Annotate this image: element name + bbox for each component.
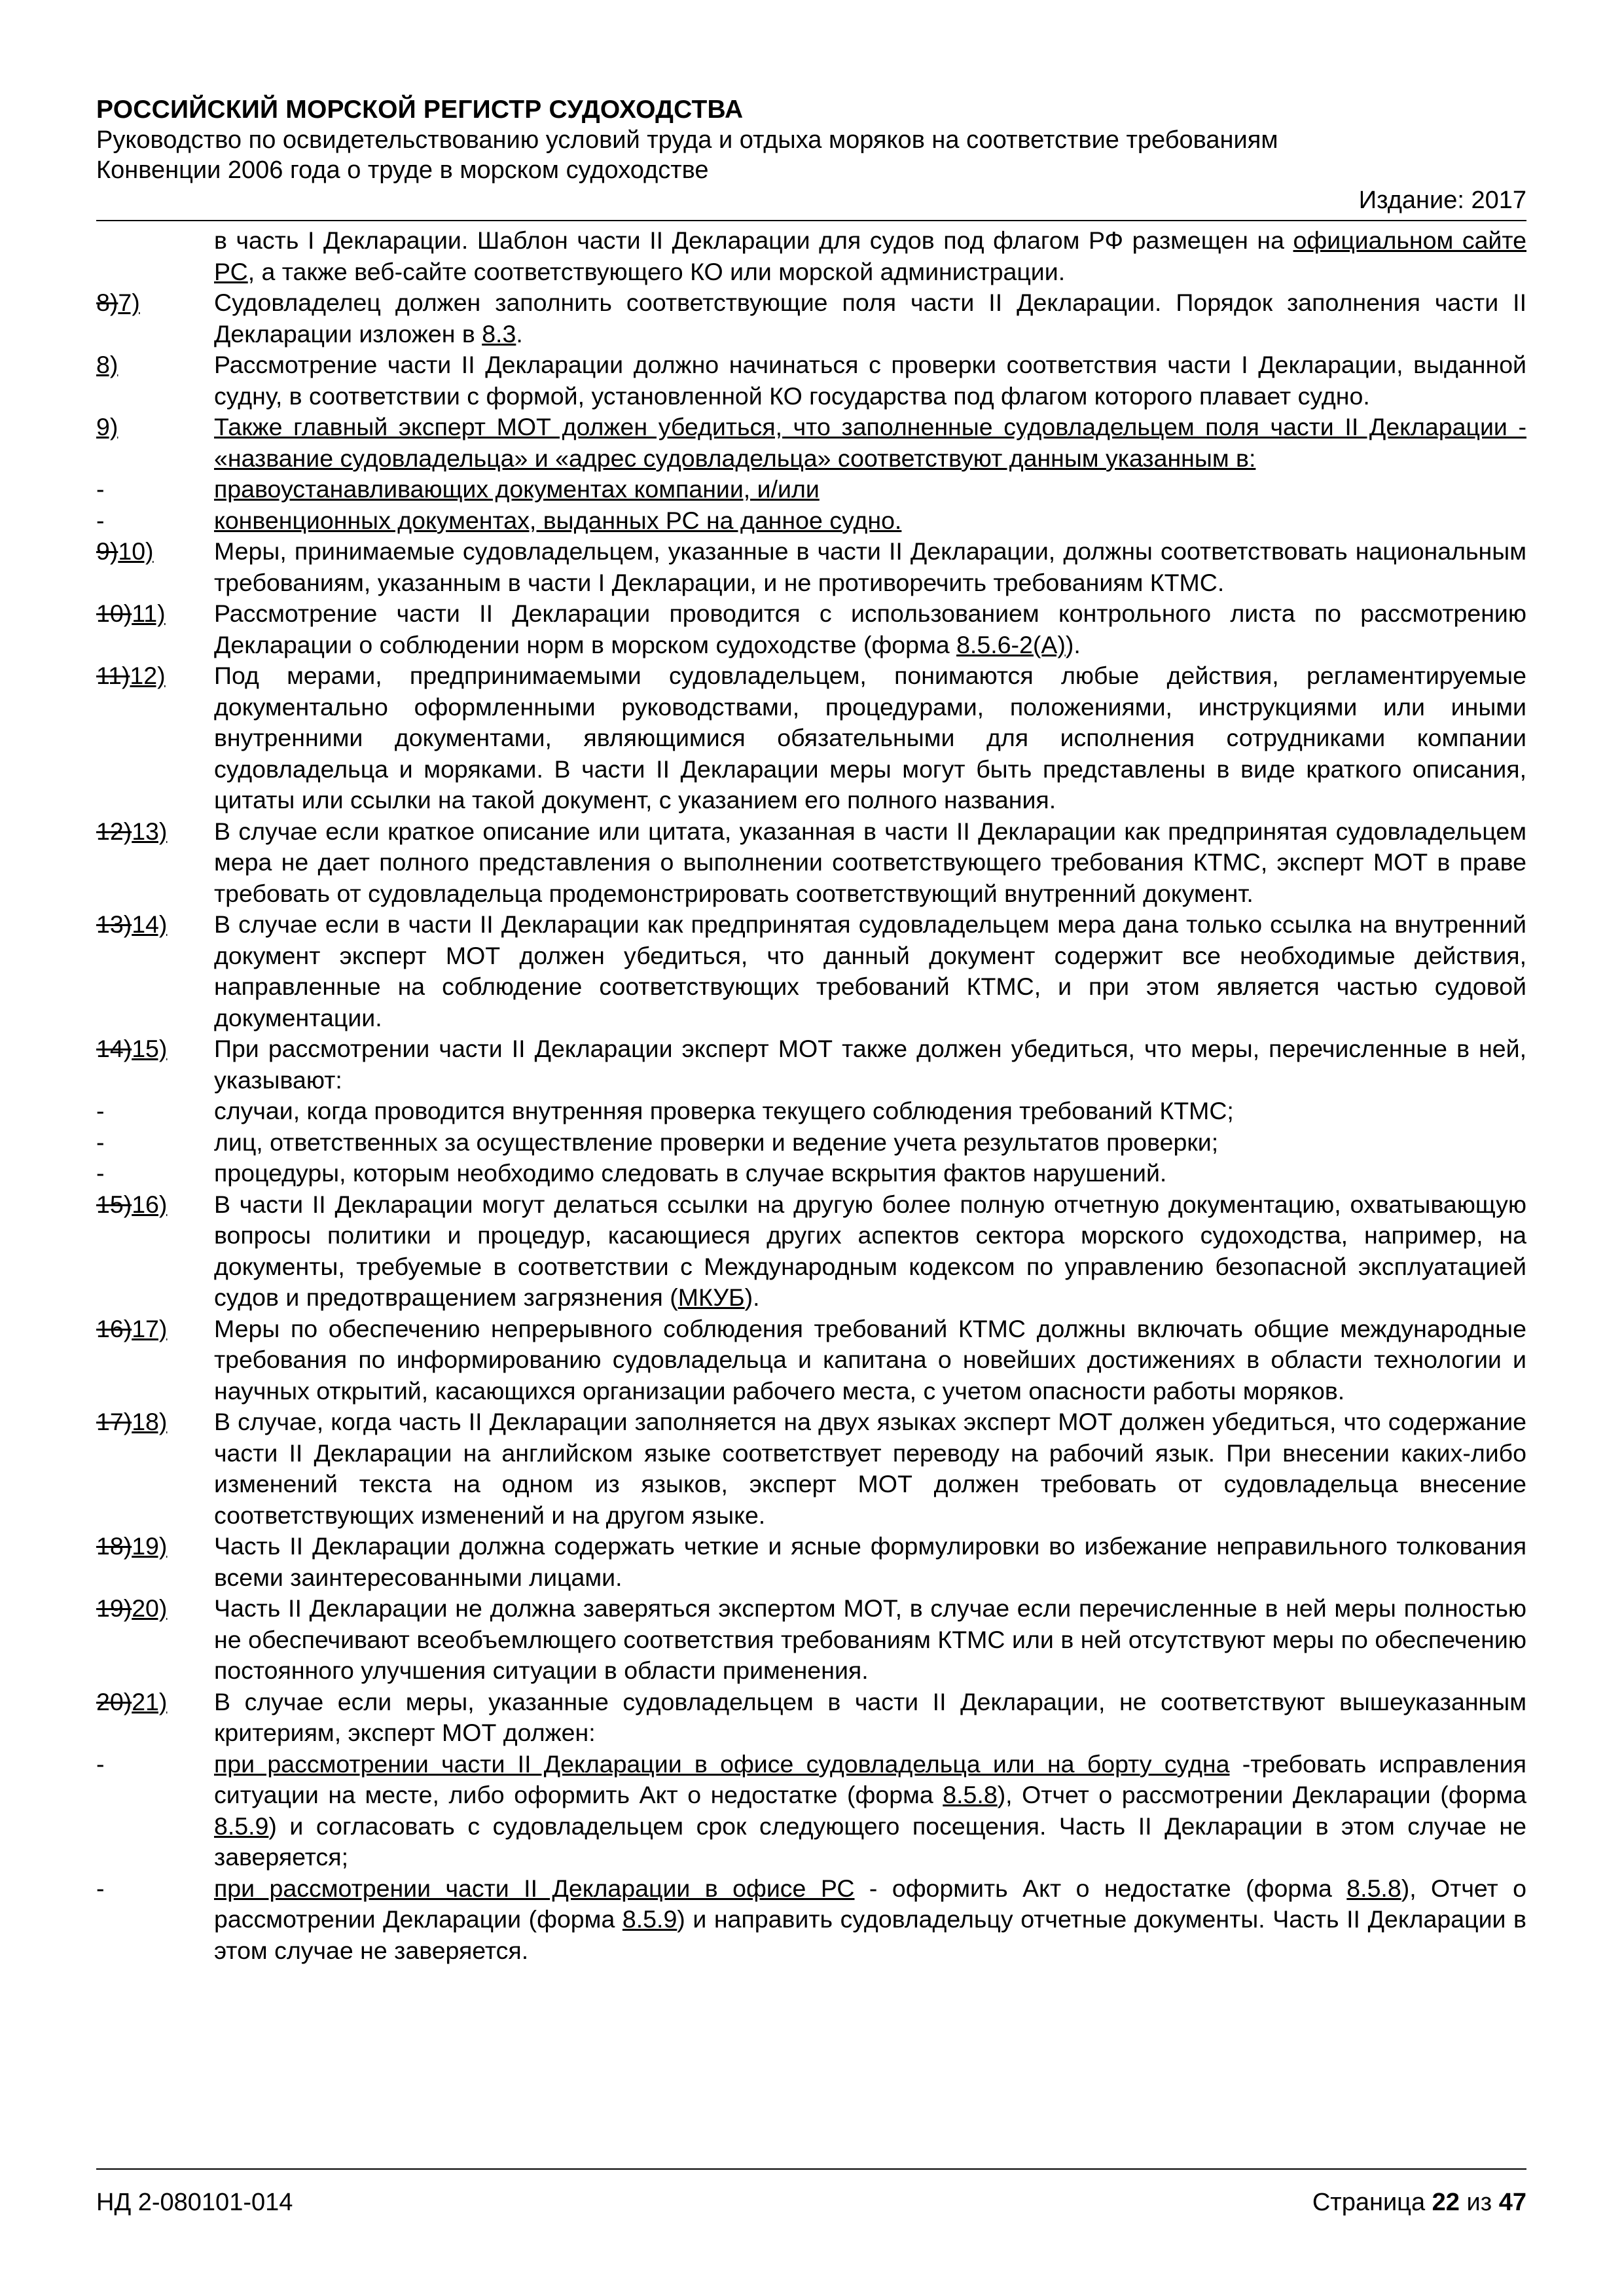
form-8-5-8-link[interactable]: 8.5.8 xyxy=(1346,1874,1401,1902)
dash-marker: - xyxy=(96,1874,105,1902)
form-8-5-6-2a-link[interactable]: 8.5.6-2(А) xyxy=(956,630,1066,658)
item-number: 10)11) xyxy=(96,600,166,627)
item-number: 8) xyxy=(96,351,118,378)
rs-website-link[interactable]: официальном сайте РС xyxy=(214,226,1526,285)
total-pages: 47 xyxy=(1498,2189,1526,2216)
list-item-21-dash-2: - при рассмотрении части II Декларации в офисе РС - оформить Акт о недостатке (форма 8.5.8), Отчет о рассмотрении Декларации (форма 8.5.9) и направить судовладельцу отчетные документы. Часть II Декларации в этом случае не заверяется. xyxy=(96,1874,1526,1964)
form-8-5-9-link[interactable]: 8.5.9 xyxy=(214,1812,269,1840)
list-item-21: 20)21) В случае если меры, указанные судовладельцем в части II Декларации, не соответствуют вышеуказанным критериям, эксперт МОТ должен: xyxy=(96,1687,1526,1746)
item-number: 17)18) xyxy=(96,1408,168,1435)
continuation-paragraph: в часть I Декларации. Шаблон части II Декларации для судов под флагом РФ размещен на официальном сайте РС, а также веб-сайте соответствующего КО или морской администрации. xyxy=(214,226,1526,285)
organization-name: РОССИЙСКИЙ МОРСКОЙ РЕГИСТР СУДОХОДСТВА xyxy=(96,96,744,124)
document-number: НД 2-080101-014 xyxy=(96,2189,293,2216)
item-number: 9)10) xyxy=(96,537,154,565)
list-item-17: 16)17) Меры по обеспечению непрерывного соблюдения требований КТМС должны включать общие международные требования по информированию судовладельца и капитана о новейших достижениях в области технологии и научных открытий, касающихся организации рабочего места, с учетом опасности работы моряков. xyxy=(96,1314,1526,1405)
item-number: 20)21) xyxy=(96,1687,168,1715)
ism-code-link[interactable]: МКУБ xyxy=(677,1283,745,1311)
dash-marker: - xyxy=(96,475,105,503)
footer-divider xyxy=(96,2168,1526,2170)
edition-label: Издание: 2017 xyxy=(1358,187,1526,214)
document-body xyxy=(96,225,1526,1966)
current-page: 22 xyxy=(1432,2189,1460,2216)
item-number: 9) xyxy=(96,413,118,440)
document-title-line-1: Руководство по освидетельствованию условий труда и отдыха моряков на соответствие требованиям xyxy=(96,126,1278,154)
item-number: 15)16) xyxy=(96,1190,168,1218)
list-item-7: 8)7) Судовладелец должен заполнить соответствующие поля части II Декларации. Порядок заполнения части II Декларации изложен в 8.3. xyxy=(96,289,1526,348)
item-number: 13)14) xyxy=(96,910,168,938)
list-item-13: 12)13) В случае если краткое описание или цитата, указанная в части II Декларации как предпринятая судовладельцем мера не дает полного представления о выполнении соответствующего требования КТМС, эксперт МОТ в праве требовать от судовладельца продемонстрировать соответствующий внутренний документ. xyxy=(96,817,1526,907)
item-number: 16)17) xyxy=(96,1314,168,1342)
dash-marker: - xyxy=(96,1749,105,1778)
dash-marker: - xyxy=(96,506,105,534)
list-item-20: 19)20) Часть II Декларации не должна заверяться экспертом МОТ, в случае если перечисленные в ней меры полностью не обеспечивают всеобъемлющего соответствия требованиям КТМС или в ней отсутствуют меры по обеспечению постоянного улучшения ситуации в области применения. xyxy=(96,1594,1526,1684)
list-item-11: 10)11) Рассмотрение части II Декларации проводится с использованием контрольного листа по рассмотрению Декларации о соблюдении норм в морском судоходстве (форма 8.5.6-2(А)). xyxy=(96,600,1526,658)
dash-marker: - xyxy=(96,1128,105,1156)
list-item-9: 9) Также главный эксперт МОТ должен убедиться, что заполненные судовладельцем поля части II Декларации - «название судовладельца» и «адрес судовладельца» соответствуют данным указанным в: xyxy=(96,413,1526,472)
list-item-15-dash-3: - процедуры, которым необходимо следовать в случае вскрытия фактов нарушений. xyxy=(96,1158,1526,1189)
item-number: 12)13) xyxy=(96,817,168,845)
item-number: 11)12) xyxy=(96,662,166,689)
item-number: 14)15) xyxy=(96,1035,168,1062)
document-title-line-2: Конвенции 2006 года о труде в морском судоходстве xyxy=(96,156,709,184)
form-8-5-9-link[interactable]: 8.5.9 xyxy=(622,1905,677,1933)
form-8-5-8-link[interactable]: 8.5.8 xyxy=(943,1781,998,1808)
list-item-21-dash-1: - при рассмотрении части II Декларации в офисе судовладельца или на борту судна -требовать исправления ситуации на месте, либо оформить Акт о недостатке (форма 8.5.8), Отчет о рассмотрении Декларации (форма 8.5.9) и согласовать с судовладельцем срок следующего посещения. Часть II Декларации в этом случае не заверяется; xyxy=(96,1749,1526,1871)
list-item-9-dash-2: - конвенционных документах, выданных РС на данное судно. xyxy=(96,505,1526,537)
list-item-8: 8) Рассмотрение части II Декларации должно начинаться с проверки соответствия части I Декларации, выданной судну, в соответствии с формой, установленной КО государства под флагом которого плавает судно. xyxy=(96,351,1526,410)
list-item-10: 9)10) Меры, принимаемые судовладельцем, указанные в части II Декларации, должны соответствовать национальным требованиям, указанным в части I Декларации, и не противоречить требованиям КТМС. xyxy=(96,537,1526,596)
list-item-15: 14)15) При рассмотрении части II Декларации эксперт МОТ также должен убедиться, что меры, перечисленные в ней, указывают: xyxy=(96,1035,1526,1094)
list-item-9-dash-1: - правоустанавливающих документах компании, и/или xyxy=(96,474,1526,505)
list-item-19: 18)19) Часть II Декларации должна содержать четкие и ясные формулировки во избежание неправильного толкования всеми заинтересованными лицами. xyxy=(96,1532,1526,1591)
list-item-15-dash-2: - лиц, ответственных за осуществление проверки и ведение учета результатов проверки; xyxy=(96,1127,1526,1158)
list-item-15-dash-1: - случаи, когда проводится внутренняя проверка текущего соблюдения требований КТМС; xyxy=(96,1096,1526,1127)
header-divider xyxy=(96,220,1526,221)
section-8-3-link[interactable]: 8.3 xyxy=(482,319,516,348)
dash-marker: - xyxy=(96,1159,105,1187)
list-item-16: 15)16) В части II Декларации могут делаться ссылки на другую более полную отчетную документацию, охватывающую вопросы политики и процедур, касающиеся других аспектов сектора морского судоходства, например, на документы, требуемые в соответствии с Международным кодексом по управлению безопасной эксплуатацией судов и предотвращением загрязнения (МКУБ). xyxy=(96,1190,1526,1311)
dash-marker: - xyxy=(96,1097,105,1124)
item-number: 19)20) xyxy=(96,1594,168,1622)
item-number: 8)7) xyxy=(96,289,140,316)
list-item-12: 11)12) Под мерами, предпринимаемыми судовладельцем, понимаются любые действия, регламентируемые документально оформленными руководствами, процедурами, положениями, инструкциями или иными внутренними документами, являющимися обязательными для исполнения сотрудниками компании судовладельца и моряками. В части II Декларации меры могут быть представлены в виде краткого описания, цитаты или ссылки на такой документ, с указанием его полного названия. xyxy=(96,662,1526,814)
list-item-14: 13)14) В случае если в части II Декларации как предпринятая судовладельцем мера дана только ссылка на внутренний документ эксперт МОТ должен убедиться, что данный документ содержит все необходимые действия, направленные на соблюдение соответствующих требований КТМС, и при этом является частью судовой документации. xyxy=(96,910,1526,1031)
item-number: 18)19) xyxy=(96,1532,168,1560)
page-number: Страница 22 из 47 xyxy=(1312,2189,1526,2216)
list-item-18: 17)18) В случае, когда часть II Декларации заполняется на двух языках эксперт МОТ должен убедиться, что содержание части II Декларации на английском языке соответствует переводу на рабочий язык. При внесении каких-либо изменений текста на одном из языков, эксперт МОТ должен требовать от судовладельца внесение соответствующих изменений и на другом языке. xyxy=(96,1408,1526,1529)
